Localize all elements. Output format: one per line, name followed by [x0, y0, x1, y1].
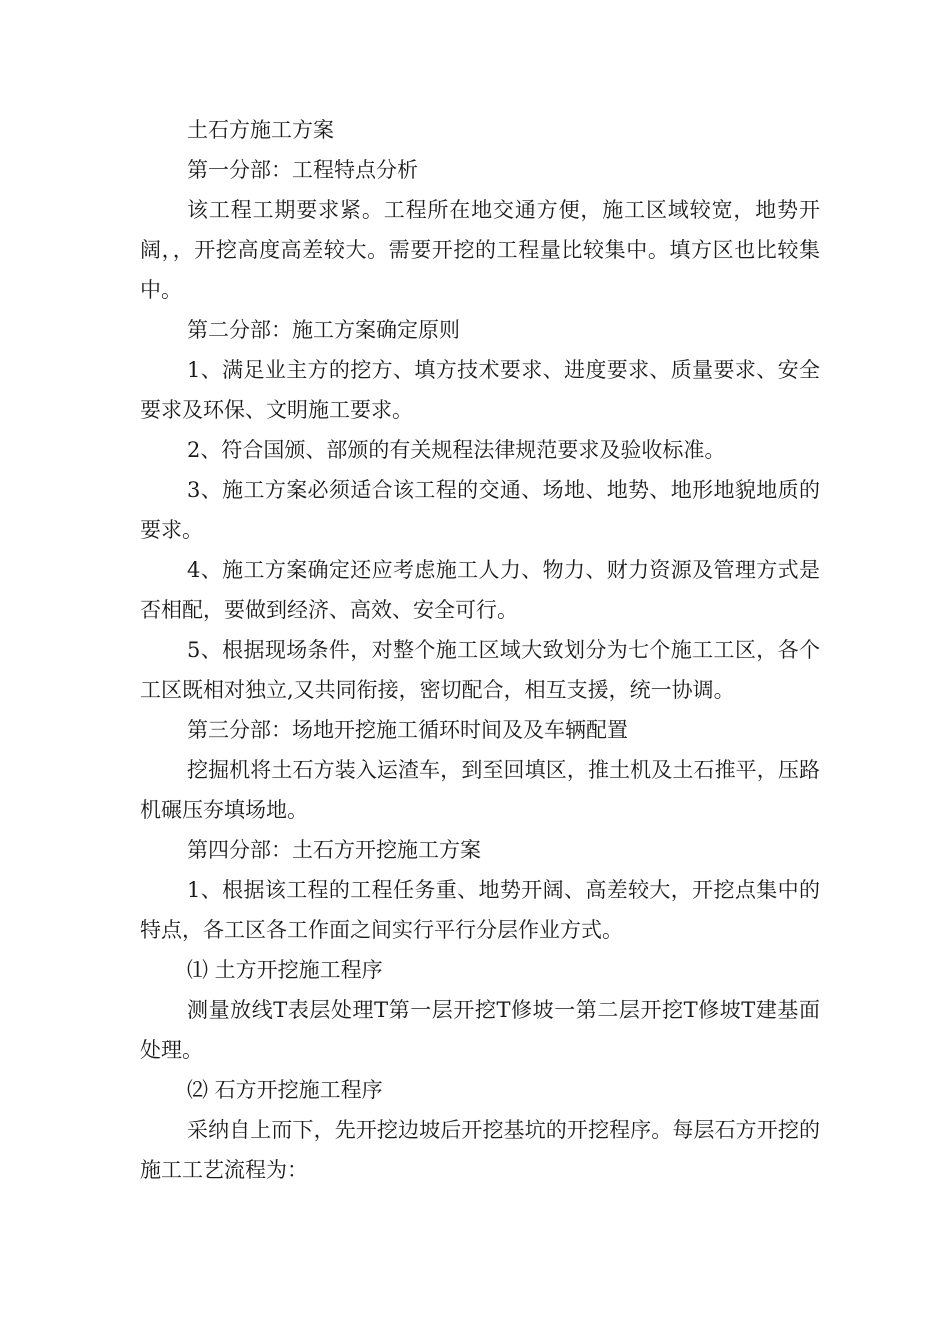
list-item: 5、根据现场条件，对整个施工区域大致划分为七个施工工区，各个工区既相对独立,又共同衔接，密切配合，相互支援，统一协调。	[140, 638, 820, 702]
list-item: 1、满足业主方的挖方、填方技术要求、进度要求、质量要求、安全要求及环保、文明施工要求。	[140, 358, 820, 422]
document-title: 土石方施工方案	[187, 118, 334, 142]
list-item: 4、施工方案确定还应考虑施工人力、物力、财力资源及管理方式是否相配，要做到经济、高效、安全可行。	[140, 558, 820, 622]
section-heading-3: 第三分部：场地开挖施工循环时间及及车辆配置	[187, 718, 628, 742]
paragraph: 采纳自上而下，先开挖边坡后开挖基坑的开挖程序。每层石方开挖的施工工艺流程为：	[140, 1118, 820, 1182]
document-body	[140, 110, 820, 1190]
section-heading-4: 第四分部：土石方开挖施工方案	[187, 838, 481, 862]
section-heading-1: 第一分部：工程特点分析	[187, 158, 418, 182]
paragraph: 该工程工期要求紧。工程所在地交通方便，施工区域较宽，地势开阔，，开挖高度高差较大。需要开挖的工程量比较集中。填方区也比较集中。	[140, 198, 820, 302]
sub-heading: ⑵ 石方开挖施工程序	[187, 1078, 383, 1102]
paragraph: 测量放线T表层处理T第一层开挖T修坡一第二层开挖T修坡T建基面处理。	[140, 998, 820, 1062]
sub-heading: ⑴ 土方开挖施工程序	[187, 958, 383, 982]
list-item: 3、施工方案必须适合该工程的交通、场地、地势、地形地貌地质的要求。	[140, 478, 820, 542]
list-item: 2、符合国颁、部颁的有关规程法律规范要求及验收标准。	[187, 438, 726, 462]
section-heading-2: 第二分部：施工方案确定原则	[187, 318, 460, 342]
paragraph: 挖掘机将土石方装入运渣车，到至回填区，推土机及土石推平，压路机碾压夯填场地。	[140, 758, 820, 822]
list-item: 1、根据该工程的工程任务重、地势开阔、高差较大，开挖点集中的特点，各工区各工作面之间实行平行分层作业方式。	[140, 878, 820, 942]
